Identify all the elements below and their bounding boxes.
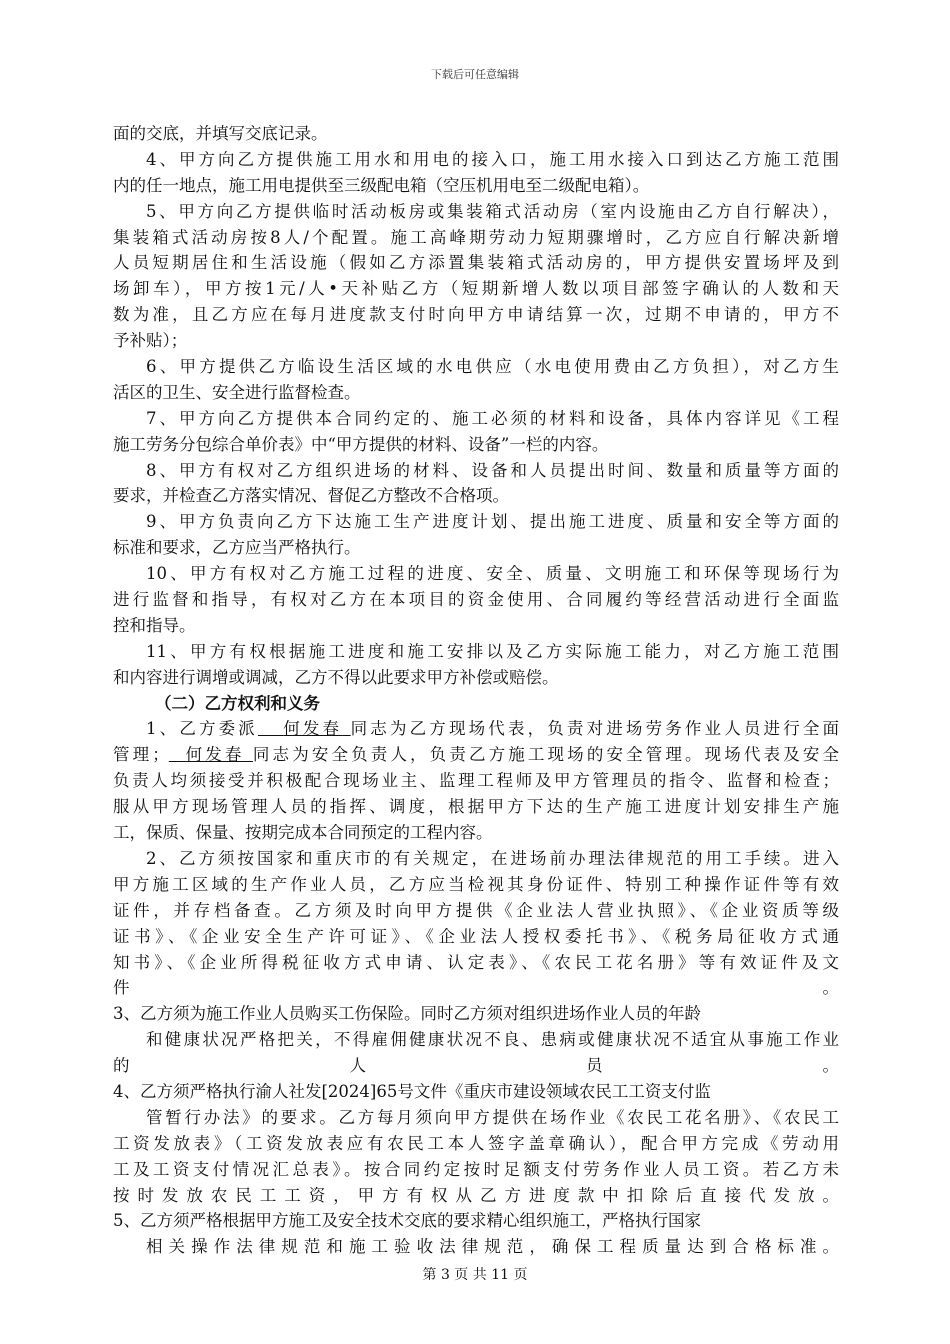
site-representative-name: 何发春 [283,719,343,739]
paragraph-line: 施工劳务分包综合单价表》中“甲方提供的材料、设备”一栏的内容。 [113,434,609,454]
paragraph-line: 管暂行办法》的要求。乙方每月须向甲方提供在场作业《农民工花名册》、《农民工 [146,1107,839,1127]
paragraph-line: 的人员。 [113,1056,839,1076]
paragraph-line: 10、甲方有权对乙方施工过程的进度、安全、质量、文明施工和环保等现场行为 [146,564,839,584]
paragraph-line: 负责人均须接受并积极配合现场业主、监理工程师及甲方管理员的指令、监督和检查； [113,771,839,791]
paragraph-line: 进行监督和指导，有权对乙方在本项目的资金使用、合同履约等经营活动进行全面监 [113,590,839,610]
paragraph-line: 5、甲方向乙方提供临时活动板房或集装箱式活动房（室内设施由乙方自行解决）， [146,201,839,221]
paragraph-line: 6、甲方提供乙方临设生活区域的水电供应（水电使用费由乙方负担），对乙方生 [146,357,839,377]
paragraph-line: 和健康状况严格把关，不得雇佣健康状况不良、患病或健康状况不适宜从事施工作业 [146,1030,839,1050]
paragraph-line: 人员短期居住和生活设施（假如乙方添置集装箱式活动房的，甲方提供安置场坪及到 [113,253,839,273]
paragraph-line: 甲方施工区域的生产作业人员，乙方应当检视其身份证件、特别工种操作证件等有效 [113,874,839,894]
line-text: 同志为乙方现场代表，负责对进场劳务作业人员进行全面 [350,719,840,739]
paragraph-line: 4、乙方须严格执行渝人社发[2024]65号文件《重庆市建设领域农民工工资支付监 [113,1081,711,1101]
paragraph-line: 工资发放表》（工资发放表应有农民工本人签字盖章确认），配合甲方完成《劳动用 [113,1133,839,1153]
paragraph-line: 11、甲方有权根据施工进度和施工安排以及乙方实际施工能力，对乙方施工范围 [146,641,839,661]
line-text: 1、乙方委派 [146,719,258,739]
paragraph-line: 数为准，且乙方应在每月进度款支付时向甲方申请结算一次，过期不申请的，甲方不 [113,305,839,325]
paragraph-line: 内的任一地点，施工用电提供至三级配电箱（空压机用电至二级配电箱）。 [113,175,650,195]
paragraph-line: 7、甲方向乙方提供本合同约定的、施工必须的材料和设备，具体内容详见《工程 [146,408,839,428]
paragraph-line [113,742,839,768]
paragraph-line: 4、甲方向乙方提供施工用水和用电的接入口，施工用水接入口到达乙方施工范围 [146,149,839,169]
paragraph-line: 集装箱式活动房按8人/个配置。施工高峰期劳动力短期骤增时，乙方应自行解决新增 [113,227,839,247]
paragraph-line: 3、乙方须为施工作业人员购买工伤保险。同时乙方须对组织进场作业人员的年龄 [113,1004,701,1024]
paragraph-line: 标准和要求，乙方应当严格执行。 [113,538,361,558]
paragraph-line: 知书》、《企业所得税征收方式申请、认定表》、《农民工花名册》等有效证件及文 [113,952,839,972]
document-body [113,121,839,1286]
paragraph-line: 件。 [113,978,839,998]
paragraph-line: 予补贴）； [113,331,188,351]
line-text: 同志为安全负责人，负责乙方施工现场的安全管理。现场代表及安全 [252,745,840,765]
paragraph-line: 相关操作法律规范和施工验收法律规范，确保工程质量达到合格标准。 [146,1237,839,1257]
paragraph-line: 和内容进行调增或调减，乙方不得以此要求甲方补偿或赔偿。 [113,667,559,687]
section-heading: （二）乙方权利和义务 [155,693,320,713]
paragraph-line: 工及工资支付情况汇总表》。按合同约定按时足额支付劳务作业人员工资。若乙方未 [113,1159,839,1179]
paragraph-line: 9、甲方负责向乙方下达施工生产进度计划、提出施工进度、质量和安全等方面的 [146,512,839,532]
paragraph-line: 活区的卫生、安全进行监督检查。 [113,382,361,402]
paragraph-line: 2、乙方须按国家和重庆市的有关规定，在进场前办理法律规范的用工手续。进入 [146,848,839,868]
safety-officer-name: 何发春 [185,745,245,765]
paragraph-line: 8、甲方有权对乙方组织进场的材料、设备和人员提出时间、数量和质量等方面的 [146,460,839,480]
paragraph-line: 5、乙方须严格根据甲方施工及安全技术交底的要求精心组织施工，严格执行国家 [113,1211,701,1231]
paragraph-line: 工，保质、保量、按期完成本合同预定的工程内容。 [113,823,493,843]
paragraph-line: 面的交底，并填写交底记录。 [113,124,328,143]
line-text: 管理； [113,745,169,765]
paragraph-line [113,716,839,742]
underlined-name [258,719,351,738]
paragraph-line: 证书》、《企业安全生产许可证》、《企业法人授权委托书》、《税务局征收方式通 [113,926,839,946]
paragraph-line: 场卸车），甲方按1元/人•天补贴乙方（短期新增人数以项目部签字确认的人数和天 [113,279,839,299]
paragraph-line: 服从甲方现场管理人员的指挥、调度，根据甲方下达的生产施工进度计划安排生产施 [113,797,839,817]
underlined-name [169,745,253,764]
page-header: 下载后可任意编辑 [431,68,519,81]
paragraph-line: 控和指导。 [113,615,196,635]
paragraph-line: 要求，并检查乙方落实情况、督促乙方整改不合格项。 [113,486,509,506]
page-number: 第 3 页 共 11 页 [422,1267,528,1283]
paragraph-line: 按时发放农民工工资，甲方有权从乙方进度款中扣除后直接代发放。 [113,1185,839,1205]
paragraph-line: 证件，并存档备查。乙方须及时向甲方提供《企业法人营业执照》、《企业资质等级 [113,900,839,920]
